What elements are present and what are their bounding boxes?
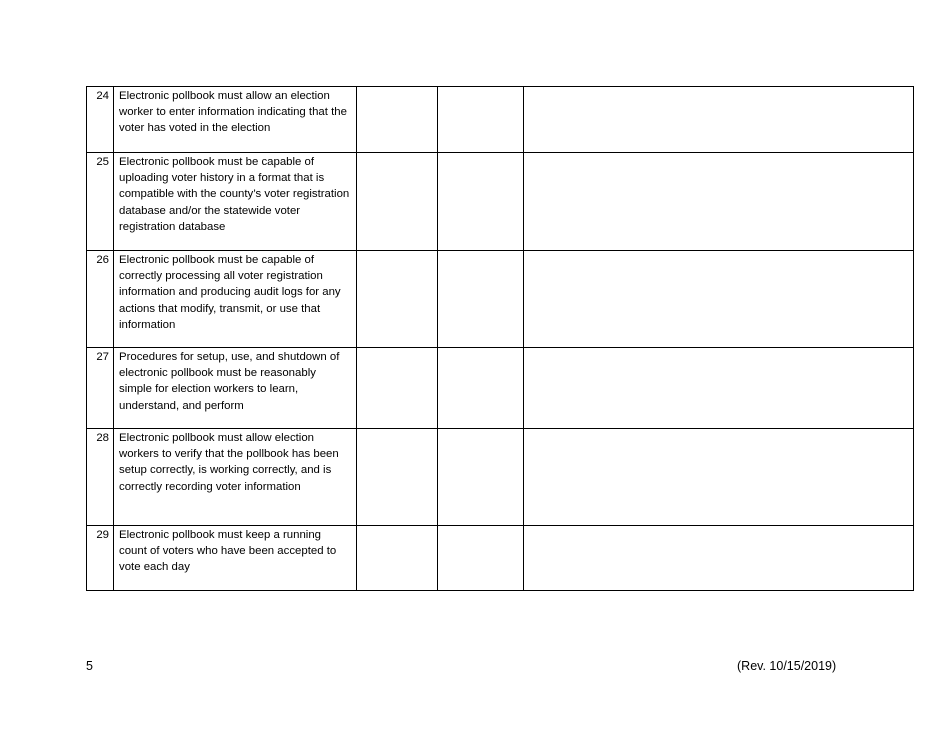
requirement-text: Electronic pollbook must be capable of correctly processing all voter registration information and producing audit logs for any actions that modify, transmit, or use that information (114, 251, 357, 348)
response-cell-a (357, 526, 438, 591)
comments-cell (524, 348, 914, 429)
response-cell-b (438, 87, 524, 153)
revision-date: (Rev. 10/15/2019) (737, 659, 837, 673)
comments-cell (524, 526, 914, 591)
response-cell-a (357, 153, 438, 251)
table-row (87, 153, 914, 251)
requirement-text: Electronic pollbook must be capable of uploading voter history in a format that is compatible with the county’s voter registration database and/or the statewide voter registration database (114, 153, 357, 251)
table-row (87, 87, 914, 153)
requirement-text: Electronic pollbook must keep a running count of voters who have been accepted to vote each day (114, 526, 357, 591)
requirement-text: Electronic pollbook must allow an election worker to enter information indicating that the voter has voted in the election (114, 87, 357, 153)
comments-cell (524, 153, 914, 251)
requirement-number: 26 (87, 251, 114, 348)
table-row (87, 348, 914, 429)
comments-cell (524, 251, 914, 348)
requirement-text: Electronic pollbook must allow election workers to verify that the pollbook has been setup correctly, is working correctly, and is correctly recording voter information (114, 429, 357, 526)
response-cell-a (357, 429, 438, 526)
requirement-number: 25 (87, 153, 114, 251)
requirement-number: 27 (87, 348, 114, 429)
requirement-number: 24 (87, 87, 114, 153)
requirement-text: Procedures for setup, use, and shutdown of electronic pollbook must be reasonably simple for election workers to learn, understand, and perform (114, 348, 357, 429)
comments-cell (524, 429, 914, 526)
table-row (87, 251, 914, 348)
page-number: 5 (86, 659, 93, 673)
response-cell-b (438, 251, 524, 348)
response-cell-a (357, 251, 438, 348)
table-row (87, 526, 914, 591)
response-cell-a (357, 87, 438, 153)
response-cell-b (438, 153, 524, 251)
response-cell-b (438, 429, 524, 526)
table-row (87, 429, 914, 526)
response-cell-b (438, 348, 524, 429)
response-cell-a (357, 348, 438, 429)
comments-cell (524, 87, 914, 153)
response-cell-b (438, 526, 524, 591)
requirements-table (86, 86, 914, 591)
requirement-number: 28 (87, 429, 114, 526)
requirement-number: 29 (87, 526, 114, 591)
